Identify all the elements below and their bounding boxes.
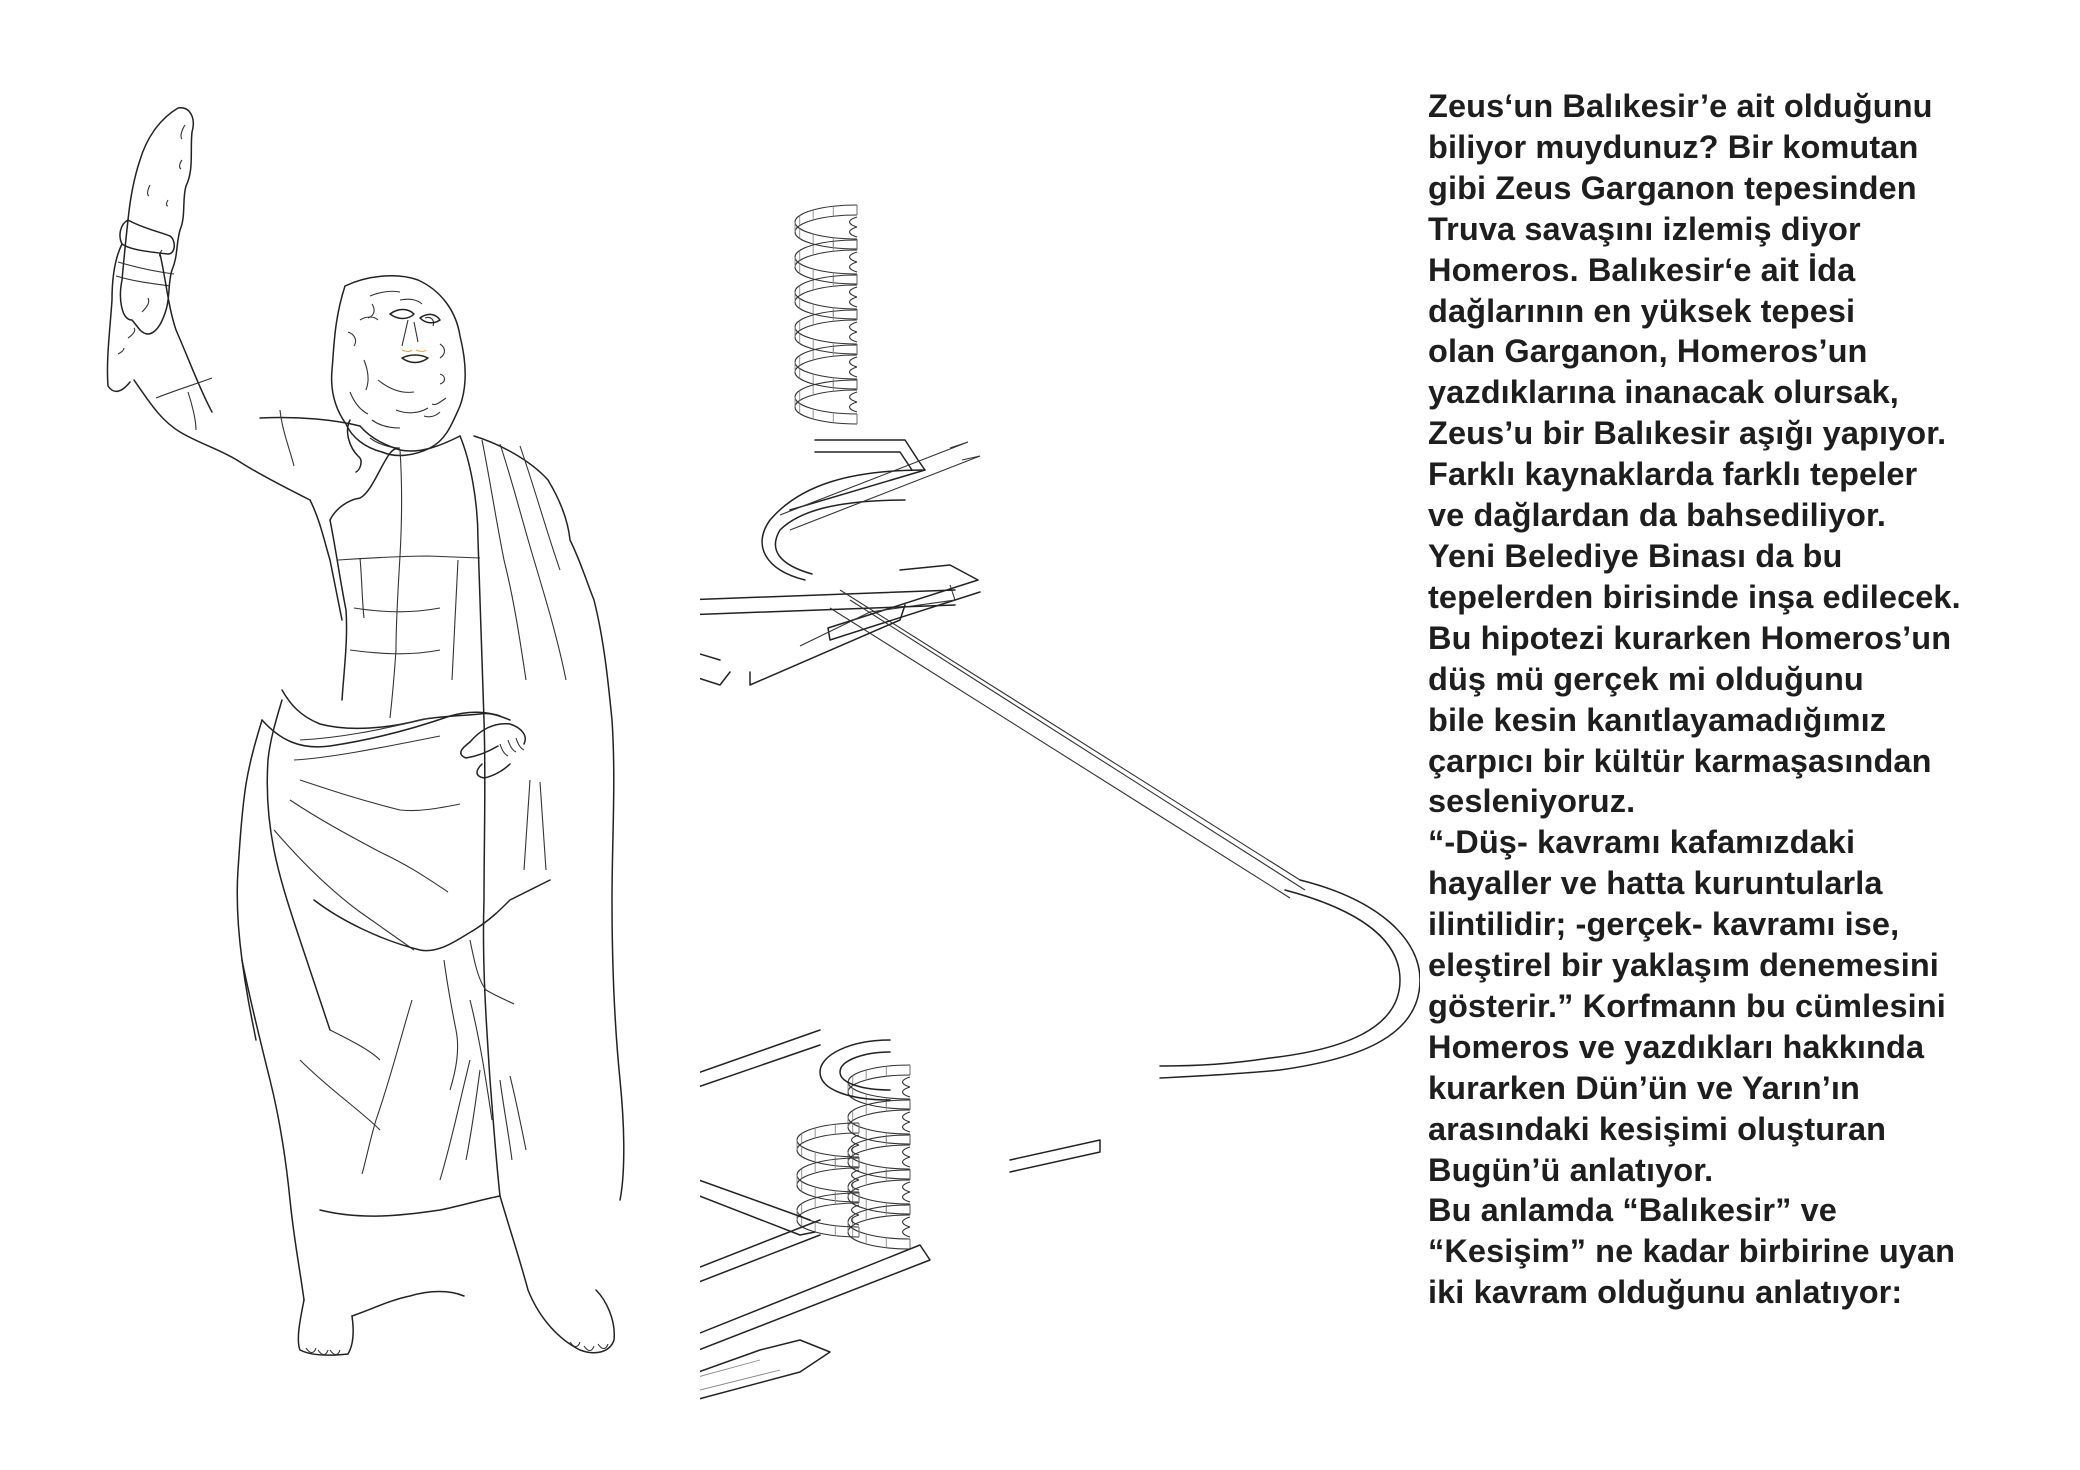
wireframe-line xyxy=(795,310,857,344)
wireframe-line xyxy=(797,1158,859,1192)
wireframe-line xyxy=(850,217,857,227)
text-line: dağlarının en yüksek tepesi xyxy=(1428,292,1856,329)
wireframe-line xyxy=(850,392,857,402)
wireframe-line xyxy=(850,332,857,342)
text-line: Yeni Belediye Binası da bu xyxy=(1428,537,1843,574)
text-line: düş mü gerçek mi olduğunu xyxy=(1428,660,1864,697)
wireframe-line xyxy=(820,1040,890,1100)
wireframe-line xyxy=(850,297,857,307)
text-line: arasındaki kesişimi oluşturan xyxy=(1428,1110,1887,1147)
wireframe-line xyxy=(848,1215,910,1249)
wireframe-line xyxy=(903,1227,910,1237)
text-line: tepelerden birisinde inşa edilecek. xyxy=(1428,578,1961,615)
wireframe-line xyxy=(797,1203,859,1237)
text-line: bile kesin kanıtlayamadığımız xyxy=(1428,701,1887,738)
wireframe-line xyxy=(700,1340,830,1420)
wireframe-line xyxy=(903,1147,910,1157)
wireframe-line xyxy=(848,1065,910,1099)
wireframe-line xyxy=(850,402,857,412)
wireframe-line xyxy=(850,322,857,332)
wireframe-line xyxy=(903,1077,910,1087)
text-line: gösterir.” Korfmann bu cümlesini xyxy=(1428,987,1946,1024)
wireframe-line xyxy=(775,500,905,574)
wireframe-line xyxy=(848,1135,910,1169)
wireframe-line xyxy=(848,1180,910,1214)
text-line: Bu anlamda “Balıkesir” ve xyxy=(1428,1192,1837,1229)
text-line: biliyor muydunuz? Bir komutan xyxy=(1428,128,1919,165)
wireframe-line xyxy=(797,1168,859,1202)
zeus-statue-illustration xyxy=(0,0,720,1470)
wireframe-line xyxy=(903,1122,910,1132)
wireframe-line xyxy=(903,1217,910,1227)
wireframe-line xyxy=(903,1087,910,1097)
text-line: Bu hipotezi kurarken Homeros’un xyxy=(1428,619,1952,656)
wireframe-line xyxy=(903,1157,910,1167)
wireframe-line xyxy=(848,1145,910,1179)
body-text xyxy=(1428,86,2068,1313)
text-line: olan Garganon, Homeros’un xyxy=(1428,333,1868,370)
wireframe-line xyxy=(903,1112,910,1122)
text-line: Homeros ve yazdıkları hakkında xyxy=(1428,1028,1925,1065)
text-line: hayaller ve hatta kuruntularla xyxy=(1428,865,1883,902)
wireframe-line xyxy=(848,1170,910,1204)
wireframe-line xyxy=(750,605,905,685)
text-line: Truva savaşını izlemiş diyor xyxy=(1428,210,1861,247)
wireframe-line xyxy=(795,345,857,379)
wireframe-line xyxy=(850,227,857,237)
wireframe-line xyxy=(795,285,857,319)
text-line: iki kavram olduğunu anlatıyor: xyxy=(1428,1274,1903,1311)
wireframe-line xyxy=(1010,1140,1100,1172)
wireframe-line xyxy=(903,1182,910,1192)
wireframe-line xyxy=(840,1052,890,1090)
text-line: çarpıcı bir kültür karmaşasından xyxy=(1428,742,1932,779)
wireframe-line xyxy=(795,320,857,354)
text-line: sesleniyoruz. xyxy=(1428,783,1636,820)
wireframe-line xyxy=(700,1220,820,1332)
wireframe-line xyxy=(795,380,857,414)
text-line: eleştirel bir yaklaşım denemesini xyxy=(1428,947,1939,984)
wireframe-line xyxy=(848,1205,910,1239)
wireframe-line xyxy=(1160,880,1420,1078)
text-line: “-Düş- kavramı kafamızdaki xyxy=(1428,824,1856,861)
axonometric-drawing xyxy=(700,0,1420,1470)
spiral-axonometric-icon xyxy=(700,205,1420,1420)
wireframe-line xyxy=(850,367,857,377)
wireframe-line xyxy=(795,215,857,249)
wireframe-line xyxy=(850,287,857,297)
zeus-statue-icon xyxy=(107,108,623,1355)
wireframe-line xyxy=(850,262,857,272)
wireframe-line xyxy=(797,1133,859,1167)
wireframe-line xyxy=(795,275,857,309)
wireframe-line xyxy=(828,565,980,640)
text-line: Bugün’ü anlatıyor. xyxy=(1428,1151,1714,1188)
wireframe-line xyxy=(797,1123,859,1157)
wireframe-line xyxy=(797,1193,859,1227)
wireframe-line xyxy=(795,355,857,389)
wireframe-line xyxy=(848,1100,910,1134)
wireframe-line xyxy=(795,240,857,274)
text-line: yazdıklarına inanacak olursak, xyxy=(1428,374,1899,411)
wireframe-line xyxy=(700,612,730,685)
text-line: ve dağlardan da bahsediliyor. xyxy=(1428,497,1887,534)
wireframe-line xyxy=(848,1110,910,1144)
text-line: Zeus‘un Balıkesir’e ait olduğunu xyxy=(1428,88,1933,124)
wireframe-line xyxy=(850,357,857,367)
text-line: gibi Zeus Garganon tepesinden xyxy=(1428,169,1917,206)
wireframe-line xyxy=(850,252,857,262)
wireframe-line xyxy=(848,1075,910,1109)
text-line: kurarken Dün’ün ve Yarın’ın xyxy=(1428,1069,1860,1106)
text-line: ilintilidir; -gerçek- kavramı ise, xyxy=(1428,906,1900,943)
wireframe-line xyxy=(830,590,1305,898)
wireframe-line xyxy=(903,1192,910,1202)
wireframe-line xyxy=(795,390,857,424)
wireframe-line xyxy=(795,205,857,239)
wireframe-line xyxy=(795,250,857,284)
text-line: Zeus’u bir Balıkesir aşığı yapıyor. xyxy=(1428,415,1947,452)
wireframe-line xyxy=(1160,890,1400,1066)
text-line: Homeros. Balıkesir‘e ait İda xyxy=(1428,251,1856,288)
text-line: Farklı kaynaklarda farklı tepeler xyxy=(1428,456,1918,493)
wireframe-line xyxy=(700,590,955,630)
wireframe-line xyxy=(780,442,980,530)
text-line: “Kesişim” ne kadar birbirine uyan xyxy=(1428,1233,1956,1270)
